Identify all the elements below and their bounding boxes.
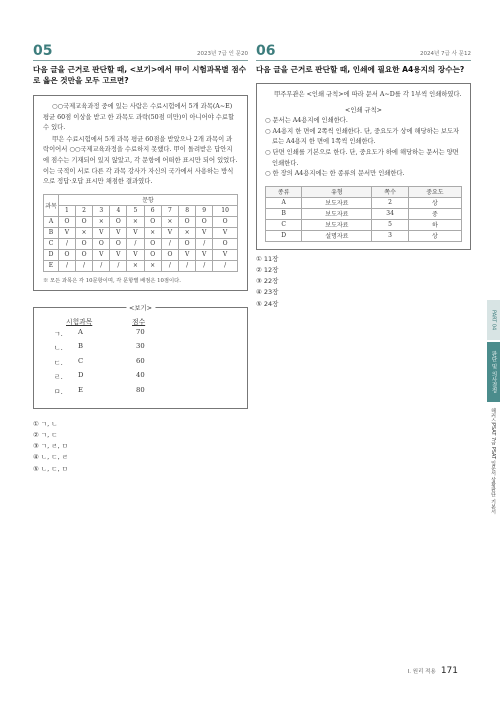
table-column-header: 5	[127, 205, 144, 216]
table-mark-cell: /	[179, 260, 196, 271]
table-row	[266, 197, 462, 208]
table-cell: 34	[372, 208, 408, 219]
question-number: 05	[33, 43, 53, 59]
table-mark-cell: /	[127, 238, 144, 249]
table-cell: B	[266, 208, 302, 219]
table-note: ※ 모든 과목은 각 10문항이며, 각 문항별 배점은 10점이다.	[43, 277, 181, 284]
bogi-marker: ㄴ.	[54, 344, 63, 353]
passage-box	[33, 95, 248, 291]
page-number: 171	[440, 666, 458, 676]
table-mark-cell: V	[196, 227, 213, 238]
bogi-subject: B	[78, 342, 83, 351]
table-mark-cell: O	[144, 238, 161, 249]
table-mark-cell: /	[161, 238, 178, 249]
table-column-header: 10	[213, 205, 238, 216]
table-mark-cell: O	[179, 216, 196, 227]
bogi-header	[54, 316, 164, 328]
answer-option: ④ ㄴ, ㄷ, ㄹ	[33, 453, 68, 462]
table-mark-cell: ×	[161, 216, 178, 227]
table-mark-cell: ×	[127, 260, 144, 271]
rule-item: ○ 한 장의 A4용지에는 한 종류의 문서만 인쇄한다.	[265, 170, 405, 178]
table-mark-cell: V	[213, 249, 238, 260]
table-mark-cell: O	[213, 238, 238, 249]
side-chapter-tab[interactable]: 판단 및 의사결정	[487, 342, 500, 402]
table-mark-cell: ×	[93, 216, 110, 227]
table-cell: 설명자료	[302, 230, 372, 241]
table-mark-cell: O	[110, 238, 127, 249]
table-column-header: 6	[144, 205, 161, 216]
bogi-subject: E	[78, 385, 83, 394]
table-column-header: 4	[110, 205, 127, 216]
table-column-header: 2	[75, 205, 92, 216]
passage-box	[256, 83, 471, 250]
passage-paragraph: 甲은 수료시험에서 5개 과목 평균 60점을 받았으나 2개 과목이 과락이어서 ○○국제교육과정을 수료하지 못했다. 甲이 돌려받은 답안지에 점수는 기재되어 있지 않았고, 각 문항에 어떠한 표시만 되어 있었다. 이는 국적이 서로 다른 각 과목 강사가 자신의 국가에서 사용하는 방식으로 정답·오답 표시만 채점한 결과였다.	[43, 135, 238, 186]
bogi-subject: D	[78, 371, 84, 380]
bogi-item	[54, 328, 164, 343]
answer-option: ③ 22장	[256, 277, 279, 286]
question-text: 다음 글을 근거로 판단할 때, <보기>에서 甲이 시험과목별 점수로 옳은 것만을 모두 고르면?	[33, 65, 247, 85]
bogi-label: <보기>	[126, 303, 155, 312]
bogi-item	[54, 357, 164, 372]
table-mark-cell: O	[59, 216, 76, 227]
table-cell: 하	[408, 219, 461, 230]
table-cell: 5	[372, 219, 408, 230]
answer-options	[256, 254, 471, 310]
table-cell: 보도자료	[302, 219, 372, 230]
table-mark-cell: /	[59, 238, 76, 249]
bogi-marker: ㄱ.	[54, 329, 63, 338]
table-mark-cell: V	[110, 249, 127, 260]
table-mark-cell: V	[59, 227, 76, 238]
table-column-header: 7	[161, 205, 178, 216]
table-subject-cell: A	[44, 216, 59, 227]
table-mark-cell: O	[75, 216, 92, 227]
table-mark-cell: /	[75, 260, 92, 271]
rule-item: ○ A4용지 한 면에 2쪽씩 인쇄한다. 단, 중요도가 상에 해당하는 보도자료는 A4용지 한 면에 1쪽씩 인쇄한다.	[265, 127, 460, 146]
answer-option: ② ㄱ, ㄷ	[33, 430, 58, 439]
footer-section: I. 원리 적용	[407, 669, 436, 675]
table-subject-cell: E	[44, 260, 59, 271]
table-mark-cell: O	[110, 216, 127, 227]
table-mark-cell: ×	[144, 260, 161, 271]
table-mark-cell: O	[179, 238, 196, 249]
table-cell: 3	[372, 230, 408, 241]
bogi-item	[54, 342, 164, 357]
table-cell: 중	[408, 208, 461, 219]
answer-option: ① ㄱ, ㄴ	[33, 419, 58, 428]
table-row	[44, 260, 238, 271]
bogi-header-score: 점수	[132, 317, 146, 326]
question-source: 2023년 7급 인 문20	[197, 51, 248, 57]
table-mark-cell: /	[59, 260, 76, 271]
table-cell: 보도자료	[302, 197, 372, 208]
answer-option: ⑤ 24장	[256, 299, 279, 308]
answer-option: ① 11장	[256, 254, 279, 263]
table-row	[44, 238, 238, 249]
table-mark-cell: /	[110, 260, 127, 271]
bogi-score: 40	[136, 371, 145, 380]
question-text: 다음 글을 근거로 판단할 때, 인쇄에 필요한 A4용지의 장수는?	[256, 65, 465, 74]
question-source: 2024년 7급 사 문12	[420, 51, 471, 57]
score-marks-table	[43, 194, 238, 272]
bogi-item	[54, 371, 164, 386]
bogi-subject: C	[78, 356, 84, 365]
bogi-box	[33, 303, 248, 409]
bogi-score: 60	[136, 356, 145, 365]
table-header-row	[44, 205, 238, 216]
rules-list	[265, 116, 462, 180]
answer-options	[33, 419, 248, 475]
table-subject-cell: D	[44, 249, 59, 260]
table-cell: 2	[372, 197, 408, 208]
table-column-group-header: 문항	[59, 194, 238, 205]
table-column-header: 유형	[302, 186, 372, 197]
table-subject-cell: B	[44, 227, 59, 238]
table-mark-cell: O	[75, 249, 92, 260]
table-mark-cell: V	[110, 227, 127, 238]
table-mark-cell: O	[144, 249, 161, 260]
table-column-header: 1	[59, 205, 76, 216]
table-column-header: 9	[196, 205, 213, 216]
table-mark-cell: /	[196, 238, 213, 249]
table-row	[266, 208, 462, 219]
table-row	[44, 216, 238, 227]
bogi-marker: ㄹ.	[54, 373, 63, 382]
side-book-title: 해커스PSAT 7급 PSAT 입문서 상황판단 기본서	[490, 408, 496, 514]
table-column-header: 8	[179, 205, 196, 216]
table-column-header: 쪽수	[372, 186, 408, 197]
side-tab-area	[487, 300, 500, 560]
table-row-header: 과목	[44, 194, 59, 216]
table-mark-cell: O	[213, 216, 238, 227]
passage-intro: 甲주무관은 <인쇄 규칙>에 따라 문서 A~D를 각 1부씩 인쇄하였다.	[274, 91, 462, 98]
bogi-header-subject: 시험과목	[66, 317, 93, 326]
table-mark-cell: V	[161, 227, 178, 238]
table-mark-cell: V	[93, 249, 110, 260]
table-column-header: 종류	[266, 186, 302, 197]
rule-item: ○ 단면 인쇄를 기본으로 한다. 단, 중요도가 하에 해당하는 문서는 양면 인쇄한다.	[265, 148, 459, 167]
table-mark-cell: V	[127, 227, 144, 238]
bogi-score: 70	[136, 327, 145, 336]
table-mark-cell: O	[59, 249, 76, 260]
table-mark-cell: V	[127, 249, 144, 260]
passage-paragraph: ○○국제교육과정 중에 있는 사람은 수료시험에서 5개 과목(A~E) 평균 60점 이상을 받고 한 과목도 과락(50점 미만)이 아니어야 수료할 수 있다.	[43, 103, 235, 132]
table-subject-cell: C	[44, 238, 59, 249]
rule-item: ○ 문서는 A4용지에 인쇄한다.	[265, 117, 348, 125]
table-mark-cell: V	[93, 227, 110, 238]
table-mark-cell: /	[161, 260, 178, 271]
answer-option: ② 12장	[256, 265, 279, 274]
question-05-header	[33, 44, 248, 61]
table-row	[44, 227, 238, 238]
bogi-marker: ㄷ.	[54, 358, 63, 367]
table-cell: C	[266, 219, 302, 230]
table-row	[266, 230, 462, 241]
page-footer	[408, 666, 458, 676]
bogi-marker: ㅁ.	[54, 387, 63, 396]
table-cell: D	[266, 230, 302, 241]
table-mark-cell: /	[196, 260, 213, 271]
table-mark-cell: ×	[127, 216, 144, 227]
question-number: 06	[256, 43, 276, 59]
table-row	[44, 249, 238, 260]
table-mark-cell: /	[213, 260, 238, 271]
question-06-header	[256, 44, 471, 61]
bogi-item	[54, 386, 164, 401]
table-mark-cell: V	[196, 249, 213, 260]
answer-option: ④ 23장	[256, 288, 279, 297]
table-cell: A	[266, 197, 302, 208]
table-mark-cell: V	[179, 249, 196, 260]
table-mark-cell: V	[213, 227, 238, 238]
question-05	[33, 44, 248, 475]
documents-table	[265, 186, 462, 242]
table-mark-cell: O	[144, 216, 161, 227]
table-column-header: 3	[93, 205, 110, 216]
table-mark-cell: ×	[75, 227, 92, 238]
table-cell: 상	[408, 197, 461, 208]
table-cell: 상	[408, 230, 461, 241]
table-mark-cell: ×	[144, 227, 161, 238]
bogi-list	[54, 316, 164, 401]
table-mark-cell: /	[93, 260, 110, 271]
question-06	[256, 44, 471, 310]
bogi-score: 30	[136, 342, 145, 351]
bogi-score: 80	[136, 385, 145, 394]
table-column-header: 중요도	[408, 186, 461, 197]
answer-option: ③ ㄱ, ㄹ, ㅁ	[33, 442, 68, 451]
table-mark-cell: O	[93, 238, 110, 249]
table-header-row	[266, 186, 462, 197]
table-row	[266, 219, 462, 230]
side-part-label: PART 04	[487, 300, 500, 340]
table-mark-cell: O	[75, 238, 92, 249]
answer-option: ⑤ ㄴ, ㄷ, ㅁ	[33, 464, 68, 473]
table-mark-cell: O	[161, 249, 178, 260]
table-mark-cell: ×	[179, 227, 196, 238]
rules-title: <인쇄 규칙>	[345, 106, 382, 114]
table-cell: 보도자료	[302, 208, 372, 219]
bogi-subject: A	[78, 327, 83, 336]
table-mark-cell: O	[196, 216, 213, 227]
